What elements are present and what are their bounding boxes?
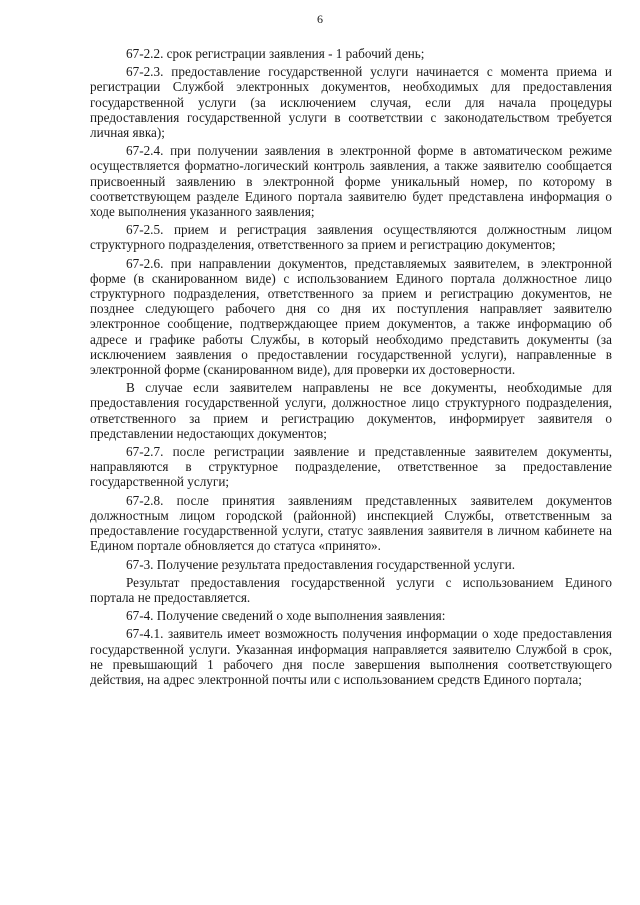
paragraph-missing-documents: В случае если заявителем направлены не все документы, необходимые для предоставления государственной услуги, должностное лицо структурного подразделения, ответственного за прием и регистрацию документов, информирует заявителя о представлении недостающих документов; [90, 380, 612, 441]
paragraph-67-2-4: 67-2.4. при получении заявления в электронной форме в автоматическом режиме осуществляется форматно-логический контроль заявления, а также заявителю сообщается присвоенный заявлению в электронной форме уникальный номер, по которому в соответствующем разделе Единого портала заявителю будет представлена информация о ходе выполнения указанного заявления; [90, 143, 612, 220]
paragraph-67-2-5: 67-2.5. прием и регистрация заявления осуществляются должностным лицом структурного подразделения, ответственного за прием и регистрацию документов; [90, 222, 612, 253]
paragraph-67-2-8: 67-2.8. после принятия заявлениям представленных заявителем документов должностным лицом городской (районной) инспекцией Службы, ответственным за предоставление государственной услуги, статус заявления заявителя в личном кабинете на Едином портале обновляется до статуса «принято». [90, 492, 612, 554]
paragraph-67-2-7: 67-2.7. после регистрации заявление и представленные заявителем документы, направляются в структурное подразделение, ответственное за предоставление государственной услуги; [90, 444, 612, 490]
paragraph-67-2-3: 67-2.3. предоставление государственной услуги начинается с момента приема и регистрации Службой электронных документов, необходимых для предоставления государственной услуги (за исключением случая, если для начала процедуры предоставления государственной услуги в соответствии с законодательством требуется личная явка); [90, 64, 612, 141]
paragraph-67-2-6: 67-2.6. при направлении документов, представляемых заявителем, в электронной форме (в сканированном виде) с использованием Единого портала должностное лицо структурного подразделения, ответственного за прием и регистрацию документов, не позднее следующего рабочего дня со дня их поступления направляет заявителю электронное сообщение, подтверждающее прием документов, а также информацию об адресе и графике работы Службы, в который необходимо представить документы (за исключением заявления о предоставлении государственной услуги), направленные в электронной форме (сканированном виде), для проверки их достоверности. [90, 255, 612, 378]
paragraph-67-4: 67-4. Получение сведений о ходе выполнения заявления: [126, 608, 446, 624]
paragraph-67-2-2: 67-2.2. срок регистрации заявления - 1 рабочий день; [126, 46, 425, 61]
paragraph-67-3: 67-3. Получение результата предоставления государственной услуги. [126, 556, 516, 572]
page-number: 6 [317, 12, 323, 26]
paragraph-67-4-1: 67-4.1. заявитель имеет возможность получения информации о ходе предоставления государственной услуги. Указанная информация направляется заявителю Службой в срок, не превышающий 1 рабочего дня после завершения выполнения соответствующего действия, на адрес электронной почты или с использованием средств Единого портала; [90, 626, 612, 687]
document-body [90, 46, 612, 690]
paragraph-result-note: Результат предоставления государственной услуги с использованием Единого портала не предоставляется. [90, 574, 612, 605]
